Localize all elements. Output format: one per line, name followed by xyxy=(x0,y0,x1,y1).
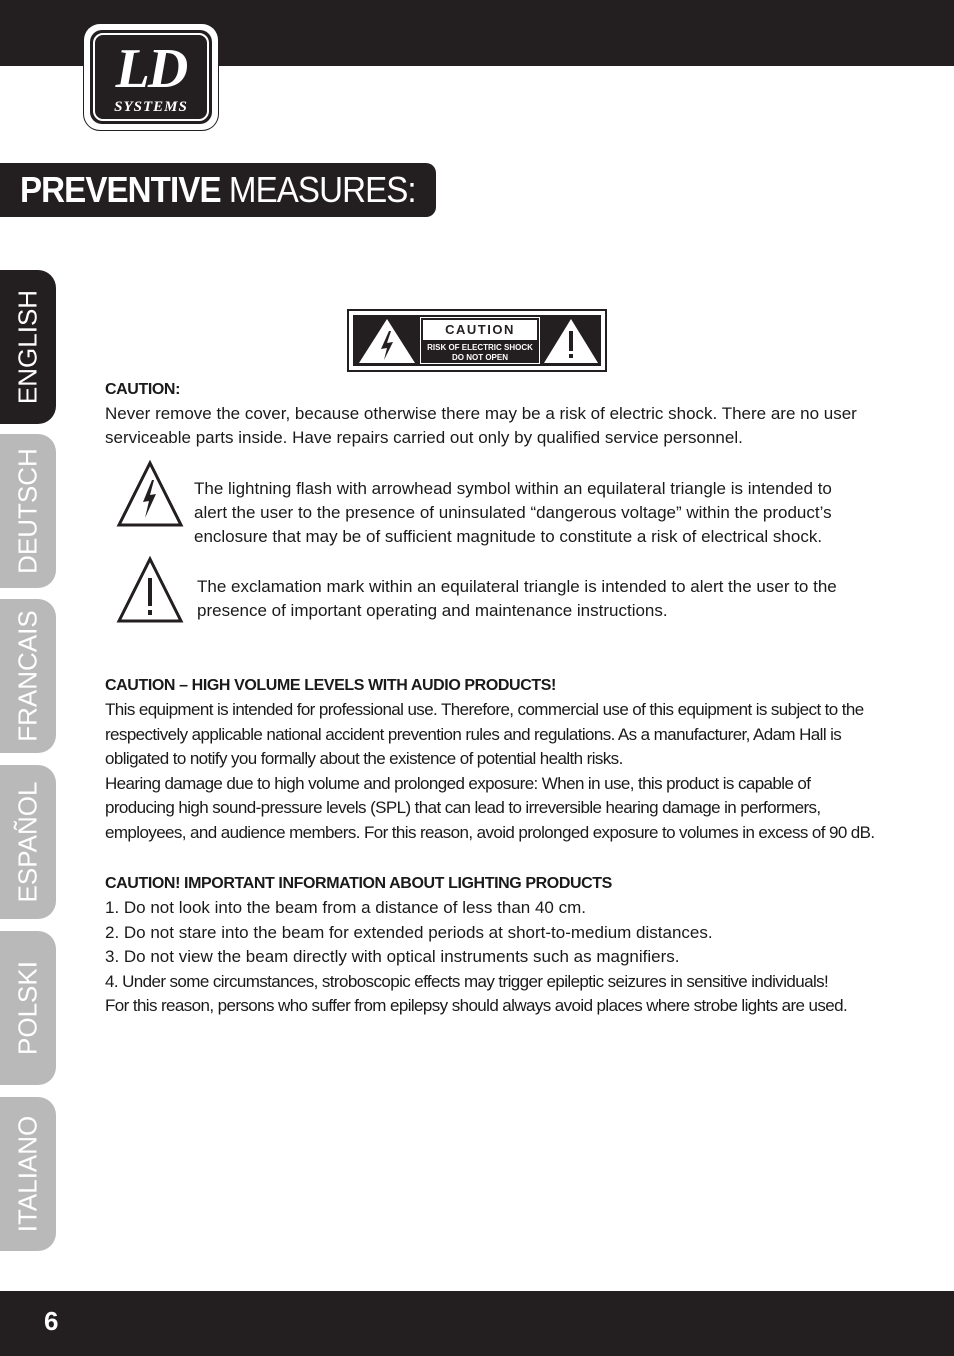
audio-heading: CAUTION – HIGH VOLUME LEVELS WITH AUDIO PRODUCTS! xyxy=(105,677,556,694)
lightning-text-line: The lightning flash with arrowhead symbol within an equilateral triangle is intended to xyxy=(194,479,832,498)
caution-word: CAUTION xyxy=(423,320,537,340)
caution-text-line: serviceable parts inside. Have repairs carried out only by qualified service personnel. xyxy=(105,428,743,447)
audio-text-line: obligated to notify you formally about the existence of potential health risks. xyxy=(105,749,623,768)
lighting-text-line: 3. Do not view the beam directly with optical instruments such as magnifiers. xyxy=(105,947,680,966)
page-title: PREVENTIVE MEASURES: xyxy=(20,169,416,210)
audio-text-line: producing high sound-pressure levels (SPL) that can lead to irreversible hearing damage in performers, xyxy=(105,798,821,817)
risk-text: RISK OF ELECTRIC SHOCK DO NOT OPEN xyxy=(427,343,533,362)
caution-box xyxy=(420,317,540,364)
exclamation-text-line: The exclamation mark within an equilateral triangle is intended to alert the user to the xyxy=(197,577,837,596)
logo-sub-text: SYSTEMS xyxy=(114,99,188,115)
exclamation-text-line: presence of important operating and maintenance instructions. xyxy=(197,601,668,620)
tab-polski[interactable]: POLSKI xyxy=(0,931,56,1085)
tab-francais[interactable]: FRANCAIS xyxy=(0,599,56,753)
caution-text-line: Never remove the cover, because otherwise there may be a risk of electric shock. There are no user xyxy=(105,404,857,423)
exclamation-triangle-icon xyxy=(543,317,599,365)
caution-heading: CAUTION: xyxy=(105,381,181,398)
ld-systems-logo xyxy=(84,24,218,130)
tab-italiano[interactable]: ITALIANO xyxy=(0,1097,56,1251)
lightning-text-line: enclosure that may be of sufficient magnitude to constitute a risk of electrical shock. xyxy=(194,527,823,546)
page-footer xyxy=(0,1291,954,1356)
logo-main-text: LD xyxy=(115,38,187,100)
tab-deutsch[interactable]: DEUTSCH xyxy=(0,434,56,588)
lightning-text-line: alert the user to the presence of uninsulated “dangerous voltage” within the product’s xyxy=(194,503,832,522)
audio-text-line: respectively applicable national accident prevention rules and regulations. As a manufacturer, Adam Hall is xyxy=(105,725,842,744)
caution-label xyxy=(347,309,607,372)
lighting-heading: CAUTION! IMPORTANT INFORMATION ABOUT LIGHTING PRODUCTS xyxy=(105,875,612,892)
tab-english[interactable]: ENGLISH xyxy=(0,270,56,424)
lighting-text-line: For this reason, persons who suffer from epilepsy should always avoid places where strobe lights are used. xyxy=(105,996,848,1015)
audio-text-line: This equipment is intended for professional use. Therefore, commercial use of this equipment is subject to the xyxy=(105,700,864,719)
lighting-text-line: 2. Do not stare into the beam for extended periods at short-to-medium distances. xyxy=(105,923,713,942)
tab-espanol[interactable]: ESPAÑOL xyxy=(0,765,56,919)
lighting-text-line: 1. Do not look into the beam from a distance of less than 40 cm. xyxy=(105,898,586,917)
audio-text-line: Hearing damage due to high volume and prolonged exposure: When in use, this product is capable of xyxy=(105,774,811,793)
audio-text-line: employees, and audience members. For this reason, avoid prolonged exposure to volumes in excess of 90 dB. xyxy=(105,823,875,842)
lightning-warning-icon xyxy=(116,460,184,528)
lighting-text-line: 4. Under some circumstances, stroboscopic effects may trigger epileptic seizures in sensitive individuals! xyxy=(105,972,829,991)
lightning-triangle-icon xyxy=(357,317,417,365)
page-number: 6 xyxy=(44,1306,59,1336)
exclamation-warning-icon xyxy=(116,556,184,624)
